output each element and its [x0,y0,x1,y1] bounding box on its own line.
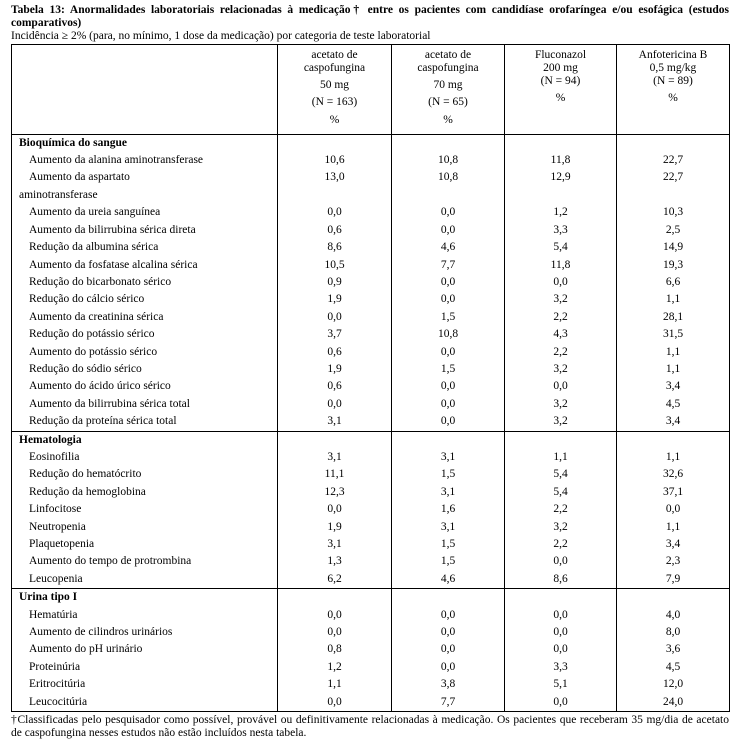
value-cell: 1,5 [392,553,505,570]
row-label [12,501,278,518]
section-title: Bioquímica do sangue [12,134,278,152]
empty-cell [617,134,730,152]
header-anfotericina [617,44,730,134]
value-cell: 0,0 [392,624,505,641]
value-cell: 0,0 [278,607,392,624]
value-cell: 0,0 [392,641,505,658]
value-cell: 3,2 [505,519,617,536]
table-row [12,378,730,395]
table-row [12,169,730,204]
row-label [12,274,278,291]
row-label-text: Aumento da bilirrubina sérica direta [29,223,196,236]
value-cell: 19,3 [617,257,730,274]
value-cell: 8,6 [505,571,617,589]
row-label [12,536,278,553]
table-row [12,553,730,570]
header-row [12,44,730,134]
row-label-text: Aumento do potássio sérico [29,345,158,358]
row-label [12,169,278,204]
value-cell: 22,7 [617,169,730,204]
value-cell: 8,6 [278,239,392,256]
value-cell: 3,3 [505,659,617,676]
value-cell: 0,0 [392,607,505,624]
row-label [12,659,278,676]
value-cell: 4,0 [617,607,730,624]
row-label-text: aminotransferase [19,188,98,201]
row-label [12,378,278,395]
value-cell: 0,0 [392,204,505,221]
header-line: Fluconazol [534,48,587,61]
value-cell: 3,1 [392,449,505,466]
header-line: % [329,113,340,126]
value-cell: 1,5 [392,536,505,553]
table-row [12,519,730,536]
table-row [12,449,730,466]
value-cell: 31,5 [617,326,730,343]
value-cell: 4,6 [392,239,505,256]
value-cell: 3,1 [392,519,505,536]
value-cell: 1,6 [392,501,505,518]
value-cell: 0,0 [392,378,505,395]
empty-cell [505,134,617,152]
table-row [12,571,730,589]
row-label-text: Aumento da bilirrubina sérica total [29,397,190,410]
value-cell: 1,1 [617,361,730,378]
empty-cell [392,431,505,449]
header-line: caspofungina [303,61,366,74]
value-cell: 7,7 [392,694,505,712]
row-label-text: Redução da proteína sérica total [29,415,177,428]
row-label-text: Linfocitose [29,503,82,516]
value-cell: 37,1 [617,484,730,501]
empty-cell [392,589,505,607]
row-label-text: Plaquetopenia [29,538,95,550]
table-row [12,274,730,291]
value-cell: 1,5 [392,309,505,326]
value-cell: 1,1 [617,449,730,466]
value-cell: 0,0 [505,624,617,641]
value-cell: 0,0 [278,204,392,221]
value-cell: 7,7 [392,257,505,274]
value-cell: 3,2 [505,291,617,308]
row-label-text: Aumento da ureia sanguínea [29,206,161,219]
table-body [12,134,730,711]
value-cell: 3,4 [617,378,730,395]
value-cell: 14,9 [617,239,730,256]
value-cell: 4,6 [392,571,505,589]
table-row [12,239,730,256]
value-cell: 5,4 [505,484,617,501]
header-line: Anfotericina B [638,48,708,61]
value-cell: 1,1 [278,676,392,693]
value-cell: 5,4 [505,239,617,256]
row-label-text: Redução do sódio sérico [29,362,142,375]
section-row [12,134,730,152]
row-label-text: Aumento da aspartato [29,171,130,184]
value-cell: 0,0 [505,274,617,291]
value-cell: 3,3 [505,222,617,239]
row-label [12,222,278,239]
value-cell: 6,6 [617,274,730,291]
row-label-text: Redução da hemoglobina [29,485,146,498]
value-cell: 0,0 [505,553,617,570]
row-label [12,571,278,589]
row-label [12,694,278,712]
header-caspofungina-50 [278,44,392,134]
value-cell: 3,2 [505,413,617,431]
table-row [12,396,730,413]
table-row [12,222,730,239]
table-row [12,676,730,693]
table-row [12,641,730,658]
row-label-text: Aumento de cilindros urinários [29,626,173,639]
value-cell: 2,2 [505,501,617,518]
value-cell: 12,9 [505,169,617,204]
row-label-text: Redução do hematócrito [29,468,142,481]
value-cell: 1,3 [278,553,392,570]
value-cell: 6,2 [278,571,392,589]
value-cell: 3,7 [278,326,392,343]
row-label-text: Aumento do ácido úrico sérico [29,380,171,393]
value-cell: 7,9 [617,571,730,589]
value-cell: 0,9 [278,274,392,291]
row-label [12,309,278,326]
row-label-text: Hematúria [29,608,78,621]
value-cell: 0,0 [392,274,505,291]
header-line: acetato de [424,48,472,61]
value-cell: 10,6 [278,152,392,169]
value-cell: 10,3 [617,204,730,221]
header-line: 200 mg [543,61,578,74]
row-label [12,257,278,274]
document [11,4,729,741]
table-row [12,361,730,378]
value-cell: 3,1 [278,449,392,466]
value-cell: 4,5 [617,659,730,676]
table-row [12,484,730,501]
value-cell: 12,0 [617,676,730,693]
footnote: †Classificadas pelo pesquisador como possível, provável ou definitivamente relacionadas à medicação. Os pacientes que receberam 35 mg/dia de acetato de caspofungina nesses estudos não estão incluídos nesta tabela. [11,714,729,740]
header-line: (N = 65) [428,96,468,109]
row-label-text: Leucopenia [29,572,83,585]
row-label-text: Leucocitúria [29,695,88,708]
table-row [12,694,730,712]
value-cell: 0,0 [278,501,392,518]
header-line: % [555,92,566,105]
header-caspofungina-70 [392,44,505,134]
header-line: 0,5 mg/kg [649,61,697,74]
value-cell: 4,3 [505,326,617,343]
empty-cell [278,134,392,152]
row-label [12,449,278,466]
value-cell: 2,2 [505,309,617,326]
value-cell: 0,0 [278,309,392,326]
header-line: (N = 163) [311,96,358,109]
value-cell: 11,8 [505,152,617,169]
row-label [12,396,278,413]
row-label [12,484,278,501]
value-cell: 1,1 [617,291,730,308]
row-label [12,519,278,536]
value-cell: 0,0 [278,694,392,712]
header-line: (N = 94) [540,75,581,88]
value-cell: 2,2 [505,344,617,361]
row-label-text: Aumento da alanina aminotransferase [29,154,204,167]
value-cell: 0,0 [392,291,505,308]
empty-cell [392,134,505,152]
value-cell: 3,4 [617,536,730,553]
header-blank-cell [12,44,278,134]
row-label [12,641,278,658]
empty-cell [617,431,730,449]
value-cell: 1,1 [617,519,730,536]
value-cell: 10,8 [392,169,505,204]
table-title: Tabela 13: Anormalidades laboratoriais relacionadas à medicação† entre os pacientes com candidíase orofaríngea e/ou esofágica (estudos comparativos) [11,4,729,30]
value-cell: 1,5 [392,361,505,378]
header-line: 50 mg [319,79,350,92]
section-title: Urina tipo I [12,589,278,607]
value-cell: 1,9 [278,291,392,308]
row-label-text: Neutropenia [29,520,86,533]
row-label [12,152,278,169]
value-cell: 11,8 [505,257,617,274]
section-row [12,589,730,607]
table-row [12,607,730,624]
value-cell: 28,1 [617,309,730,326]
value-cell: 13,0 [278,169,392,204]
table-row [12,152,730,169]
header-line: 70 mg [433,79,463,92]
row-label [12,291,278,308]
table-row [12,659,730,676]
row-label-text: Redução do cálcio sérico [29,293,145,306]
value-cell: 12,3 [278,484,392,501]
value-cell: 8,0 [617,624,730,641]
header-line: acetato de [311,48,358,61]
row-label-text: Redução da albumina sérica [29,241,159,254]
value-cell: 1,2 [505,204,617,221]
value-cell: 4,5 [617,396,730,413]
table-row [12,344,730,361]
table-row [12,309,730,326]
value-cell: 3,1 [278,536,392,553]
empty-cell [278,589,392,607]
header-line: caspofungina [417,61,479,74]
value-cell: 2,3 [617,553,730,570]
value-cell: 3,8 [392,676,505,693]
table-row [12,291,730,308]
value-cell: 0,6 [278,344,392,361]
table-row [12,204,730,221]
value-cell: 0,0 [392,222,505,239]
row-label [12,607,278,624]
row-label [12,624,278,641]
value-cell: 1,2 [278,659,392,676]
value-cell: 0,0 [392,396,505,413]
value-cell: 22,7 [617,152,730,169]
header-fluconazol [505,44,617,134]
value-cell: 0,8 [278,641,392,658]
value-cell: 0,0 [392,659,505,676]
value-cell: 1,1 [505,449,617,466]
row-label-text: Aumento da fosfatase alcalina sérica [29,258,198,271]
empty-cell [505,589,617,607]
value-cell: 3,1 [392,484,505,501]
value-cell: 0,0 [505,607,617,624]
row-label-text: Eosinofilia [29,450,80,463]
row-label-text: Aumento do pH urinário [29,643,143,656]
row-label-text: Aumento do tempo de protrombina [29,555,192,568]
value-cell: 0,0 [505,641,617,658]
row-label [12,204,278,221]
row-label-text: Aumento da creatinina sérica [29,310,164,323]
section-title: Hematologia [12,431,278,449]
value-cell: 1,9 [278,361,392,378]
row-label [12,466,278,483]
value-cell: 0,6 [278,222,392,239]
value-cell: 0,6 [278,378,392,395]
empty-cell [278,431,392,449]
value-cell: 0,0 [278,624,392,641]
value-cell: 11,1 [278,466,392,483]
header-line: % [443,113,453,126]
table-row [12,536,730,553]
value-cell: 3,2 [505,361,617,378]
table-row [12,257,730,274]
row-label [12,553,278,570]
value-cell: 3,2 [505,396,617,413]
section-row [12,431,730,449]
value-cell: 5,4 [505,466,617,483]
row-label [12,676,278,693]
table-row [12,501,730,518]
header-line: (N = 89) [653,75,693,88]
header-line: % [668,92,678,105]
value-cell: 0,0 [392,413,505,431]
value-cell: 0,0 [392,344,505,361]
row-label-text: Eritrocitúria [29,678,86,691]
value-cell: 1,9 [278,519,392,536]
value-cell: 2,2 [505,536,617,553]
table-row [12,624,730,641]
row-label [12,344,278,361]
row-label [12,326,278,343]
value-cell: 32,6 [617,466,730,483]
value-cell: 5,1 [505,676,617,693]
row-label [12,239,278,256]
value-cell: 24,0 [617,694,730,712]
lab-abnormalities-table [11,44,730,712]
row-label-text: Redução do bicarbonato sérico [29,275,172,288]
value-cell: 1,1 [617,344,730,361]
table-row [12,326,730,343]
value-cell: 0,0 [505,378,617,395]
value-cell: 3,1 [278,413,392,431]
value-cell: 10,8 [392,326,505,343]
row-label-text: Redução do potássio sérico [29,328,155,341]
row-label-text: Proteinúria [29,660,81,673]
table-row [12,413,730,431]
value-cell: 3,4 [617,413,730,431]
value-cell: 3,6 [617,641,730,658]
value-cell: 0,0 [278,396,392,413]
table-subtitle: Incidência ≥ 2% (para, no mínimo, 1 dose da medicação) por categoria de teste laboratorial [11,30,431,43]
value-cell: 10,5 [278,257,392,274]
row-label [12,361,278,378]
value-cell: 0,0 [505,694,617,712]
value-cell: 1,5 [392,466,505,483]
value-cell: 2,5 [617,222,730,239]
table-row [12,466,730,483]
value-cell: 0,0 [617,501,730,518]
empty-cell [617,589,730,607]
empty-cell [505,431,617,449]
value-cell: 10,8 [392,152,505,169]
row-label [12,413,278,431]
